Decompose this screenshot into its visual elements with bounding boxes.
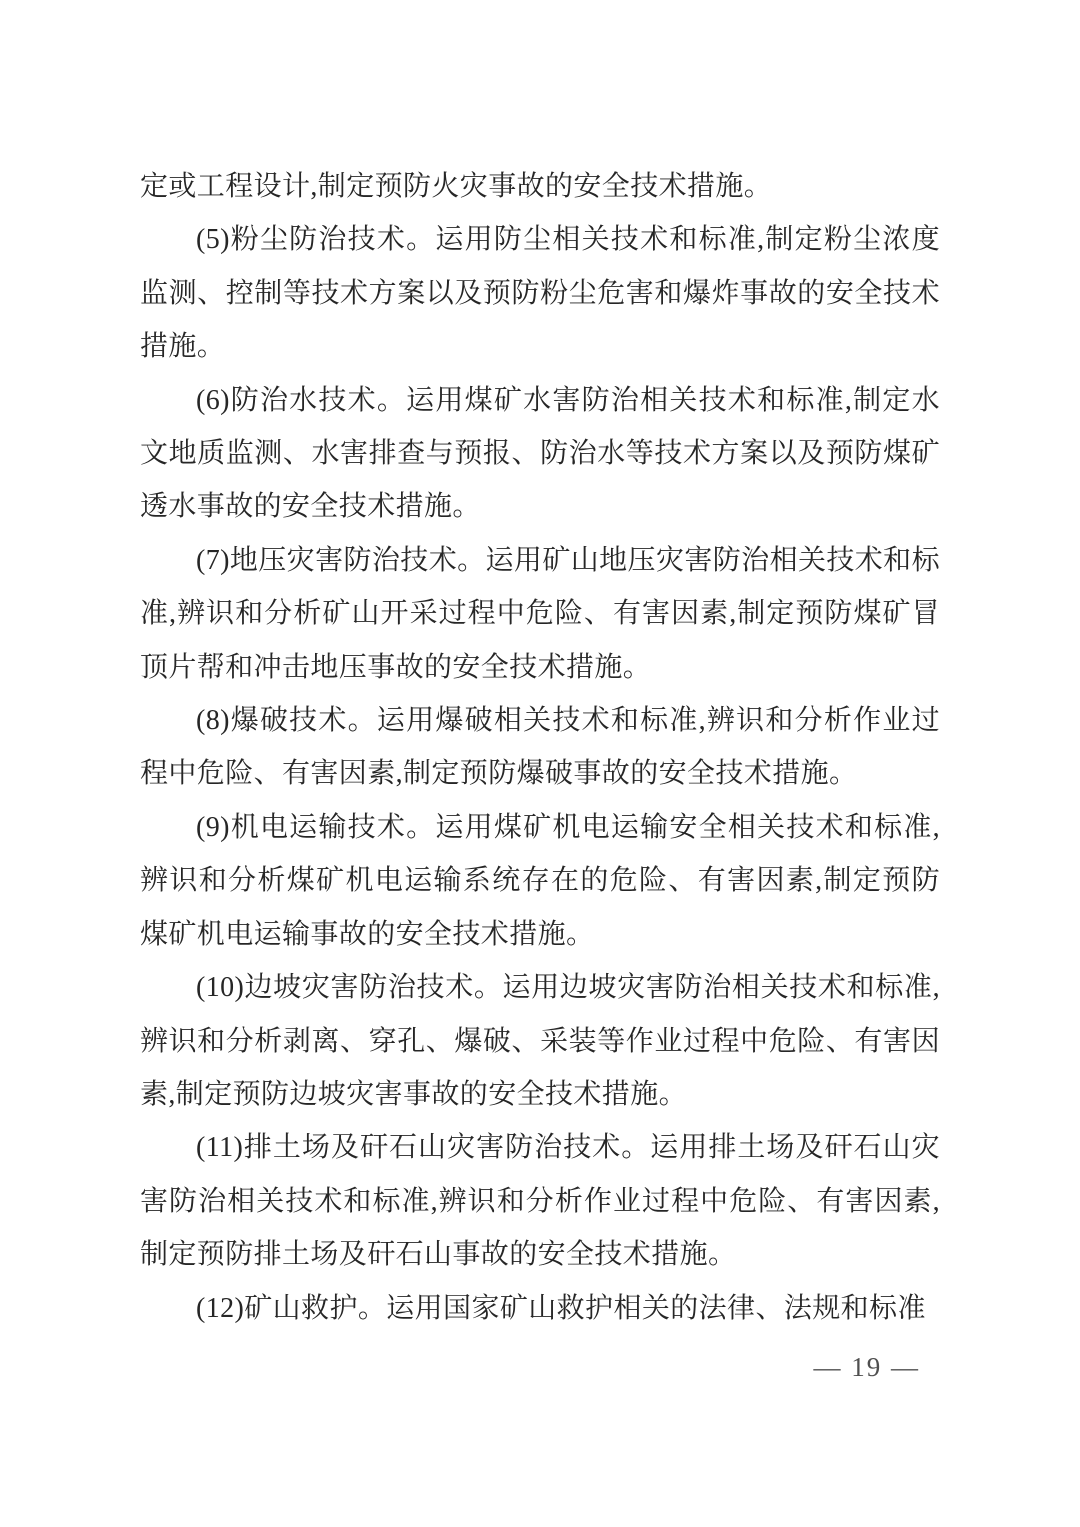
paragraph: (11)排土场及矸石山灾害防治技术。运用排土场及矸石山灾害防治相关技术和标准,辨识和分析作业过程中危险、有害因素,制定预防排土场及矸石山事故的安全技术措施。 <box>140 1132 940 1271</box>
paragraph: (5)粉尘防治技术。运用防尘相关技术和标准,制定粉尘浓度监测、控制等技术方案以及预防粉尘危害和爆炸事故的安全技术措施。 <box>140 224 940 363</box>
paragraph: (12)矿山救护。运用国家矿山救护相关的法律、法规和标准 <box>196 1292 926 1324</box>
paragraph: (10)边坡灾害防治技术。运用边坡灾害防治相关技术和标准,辨识和分析剥离、穿孔、爆破、采装等作业过程中危险、有害因素,制定预防边坡灾害事故的安全技术措施。 <box>140 972 940 1110</box>
paragraph: (9)机电运输技术。运用煤矿机电运输安全相关技术和标准,辨识和分析煤矿机电运输系统存在的危险、有害因素,制定预防煤矿机电运输事故的安全技术措施。 <box>140 811 940 950</box>
page-number: — 19 — <box>813 1352 920 1382</box>
paragraph: (6)防治水技术。运用煤矿水害防治相关技术和标准,制定水文地质监测、水害排查与预报、防治水等技术方案以及预防煤矿透水事故的安全技术措施。 <box>140 384 940 523</box>
paragraph: 定或工程设计,制定预防火灾事故的安全技术措施。 <box>140 171 773 202</box>
document-body <box>140 160 940 1335</box>
paragraph: (7)地压灾害防治技术。运用矿山地压灾害防治相关技术和标准,辨识和分析矿山开采过程中危险、有害因素,制定预防煤矿冒顶片帮和冲击地压事故的安全技术措施。 <box>140 544 940 683</box>
paragraph: (8)爆破技术。运用爆破相关技术和标准,辨识和分析作业过程中危险、有害因素,制定预防爆破事故的安全技术措施。 <box>140 705 940 790</box>
